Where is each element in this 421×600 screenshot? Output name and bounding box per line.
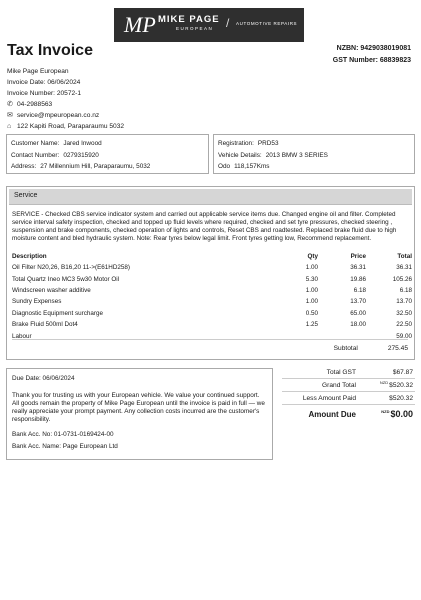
customer-contact: 0279315920 (63, 151, 99, 159)
item-total: 13.70 (396, 298, 412, 306)
table-row (12, 273, 412, 284)
amount-due-label: Amount Due (308, 409, 356, 419)
customer-name-label: Customer Name: (11, 140, 60, 147)
vehicle-reg-label: Registration: (218, 140, 254, 147)
vehicle-details-label: Vehicle Details: (218, 151, 262, 159)
email-icon: ✉ (7, 112, 13, 119)
table-row (12, 319, 412, 330)
company-info (7, 66, 124, 132)
nzbn: NZBN: 9429038019081 (336, 45, 411, 52)
column-header: Total (397, 253, 412, 260)
item-total: 59.00 (396, 332, 412, 340)
item-price: 65.00 (350, 309, 366, 317)
gst-row (282, 366, 415, 379)
column-header: Price (350, 253, 366, 260)
home-icon: ⌂ (7, 123, 12, 130)
grand-total-currency: NZD (379, 380, 389, 386)
customer-box (6, 134, 209, 174)
item-desc: Oil Filter N20,26, B16,20 11->(E61HD258) (12, 264, 131, 272)
item-total: 105.26 (392, 275, 412, 283)
logo-monogram: MP (124, 12, 156, 37)
item-desc: Brake Fluid 500ml Dot4 (12, 321, 78, 329)
gst-label: Total GST (326, 368, 356, 376)
item-price: 19.86 (350, 275, 366, 283)
amount-paid-value: $520.32 (389, 394, 413, 402)
logo-sub: EUROPEAN (176, 26, 214, 31)
item-price: 36.31 (350, 264, 366, 272)
phone-icon: ✆ (7, 101, 13, 108)
company-phone: 04-2988563 (17, 101, 53, 108)
customer-contact-label: Contact Number: (11, 151, 60, 159)
item-desc: Sundry Expenses (12, 298, 62, 306)
service-heading: Service (9, 189, 412, 205)
customer-address: 27 Millennium Hill, Paraparaumu, 5032 (40, 163, 151, 170)
notes-box (6, 368, 273, 460)
item-desc: Total Quartz Ineo MC3 5w30 Motor Oil (12, 275, 120, 283)
vehicle-odo-label: Odo (218, 163, 231, 170)
table-row (12, 296, 412, 307)
vehicle-odo: 118,157Kms (234, 163, 270, 170)
amount-paid-label: Less Amount Paid (302, 394, 356, 402)
item-qty: 1.00 (305, 264, 318, 272)
logo-divider: / (226, 16, 230, 30)
amount-due-cell (381, 409, 413, 419)
customer-name-row (11, 138, 204, 150)
item-desc: Diagnostic Equipment surcharge (12, 309, 104, 317)
item-desc: Windscreen washer additive (12, 286, 91, 294)
service-section (6, 186, 415, 360)
bank-account-number: Bank Acc. No: 01-0731-0169424-00 (12, 431, 114, 438)
company-logo (114, 8, 304, 42)
vehicle-details: 2013 BMW 3 SERIES (265, 151, 328, 159)
subtotal-label: Subtotal (333, 345, 358, 352)
table-row (12, 262, 412, 273)
subtotal-row (334, 345, 408, 352)
item-total: 32.50 (396, 309, 412, 317)
service-description: SERVICE - Checked CBS service indicator system and carried out applicable service items due. Changed engine oil and filter. Completed service interval safety inspection, checked and topped up fluid levels where required, checked and set tyre pressures, checked steering , suspension and brake components, checked operation of lights and controls, Reset CBS and roadtested. Replaced brake fluid due to high moisture content and bled hydraulic system. Note: Rear tyres below legal limit. Front tyres getting low, Recommend replacement. (12, 211, 397, 242)
vehicle-details-row (218, 150, 410, 162)
totals-panel (282, 366, 415, 423)
amount-due-row (282, 405, 415, 423)
thanks-note: Thank you for trusting us with your European vehicle. We value your continued support. (12, 392, 260, 399)
table-row (12, 330, 412, 341)
document-title: Tax Invoice (7, 42, 93, 59)
item-qty: 1.25 (305, 321, 318, 329)
item-total: 22.50 (396, 321, 412, 329)
item-qty (282, 330, 318, 341)
company-email[interactable]: service@mpeuropean.co.nz (17, 112, 100, 119)
subtotal-divider (12, 339, 408, 340)
amount-paid-row (282, 392, 415, 405)
item-price: 6.18 (353, 286, 366, 294)
item-total: 36.31 (396, 264, 412, 272)
bank-account-name: Bank Acc. Name: Page European Ltd (12, 443, 118, 450)
logo-tagline: AUTOMOTIVE REPAIRS (236, 21, 298, 26)
item-desc: Labour (12, 332, 32, 340)
tax-identifiers (333, 43, 411, 67)
table-row (12, 285, 412, 296)
table-row (12, 308, 412, 319)
gst-value: $67.87 (392, 368, 413, 376)
subtotal-value: 275.45 (387, 345, 408, 352)
line-items-table (12, 251, 412, 342)
table-header-row (12, 251, 412, 262)
customer-address-label: Address: (11, 163, 37, 170)
company-address: 122 Kapiti Road, Paraparaumu 5032 (17, 123, 125, 130)
invoice-number: Invoice Number: 20572-1 (7, 90, 82, 97)
company-address-row (7, 121, 124, 132)
column-header: Description (12, 253, 47, 260)
gst-number: GST Number: 68839823 (332, 57, 411, 64)
item-total: 6.18 (399, 286, 412, 294)
company-phone-row (7, 99, 124, 110)
item-qty: 1.00 (305, 298, 318, 306)
vehicle-reg: PRD53 (257, 140, 279, 147)
item-price (318, 330, 366, 341)
item-price: 18.00 (350, 321, 366, 329)
amount-due-value: $0.00 (390, 409, 413, 419)
grand-total-cell (380, 380, 413, 389)
company-name: Mike Page European (7, 68, 69, 75)
item-qty: 0.50 (305, 309, 318, 317)
logo-name: MIKE PAGE (158, 14, 220, 25)
company-email-row (7, 110, 124, 121)
customer-contact-row (11, 150, 204, 162)
item-price: 13.70 (350, 298, 366, 306)
customer-address-row (11, 161, 204, 173)
item-qty: 1.00 (305, 286, 318, 294)
grand-total-value: $520.32 (389, 382, 413, 390)
invoice-date: Invoice Date: 06/06/2024 (7, 79, 81, 86)
customer-name: Jared Inwood (63, 140, 102, 147)
column-header: Qty (307, 253, 318, 260)
grand-total-row (282, 379, 415, 392)
grand-total-label: Grand Total (322, 381, 356, 389)
vehicle-odo-row (218, 161, 410, 173)
amount-due-currency: NZD (381, 409, 390, 414)
payment-terms: All goods remain the property of Mike Page European until the invoice is paid in full — we really appreciate your prompt payment. Any collection costs incurred are the customer's responsibility. (12, 400, 265, 423)
vehicle-box (213, 134, 415, 174)
due-date: Due Date: 06/06/2024 (12, 375, 75, 382)
vehicle-reg-row (218, 138, 410, 150)
item-qty: 5.30 (305, 275, 318, 283)
